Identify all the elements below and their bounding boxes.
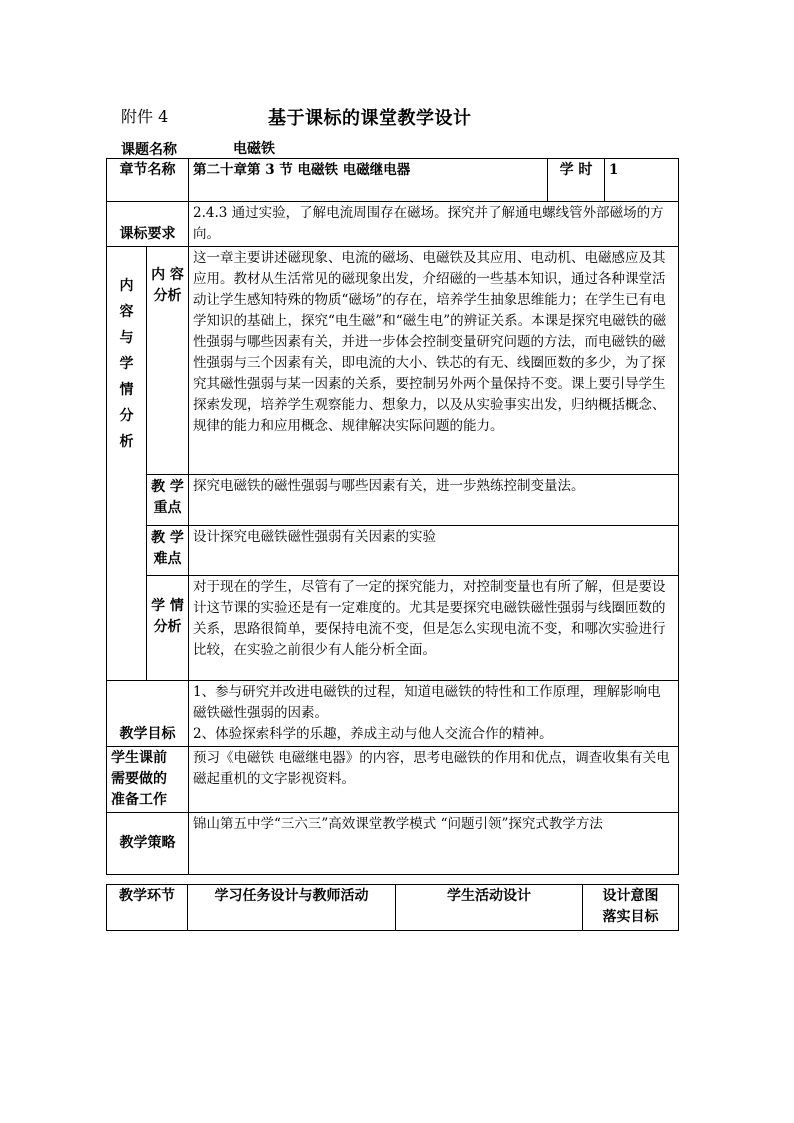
- document-title: 基于课标的课堂教学设计: [268, 108, 472, 129]
- hours-label: 学 时: [548, 159, 605, 202]
- lesson-design-table: [106, 158, 679, 875]
- header-student-activity: 学生活动设计: [396, 885, 583, 931]
- topic-line: [121, 138, 371, 159]
- annex-label: 附件 4: [121, 107, 169, 126]
- goal-item: 2、体验探索科学的乐趣，养成主动与他人交流合作的精神。: [193, 726, 553, 742]
- analysis-label-char: 容: [119, 304, 134, 320]
- topic-label: 课题名称: [121, 142, 177, 158]
- analysis-label-char: 与: [119, 330, 134, 346]
- goal-item: 1、参与研究并改进电磁铁的过程，知道电磁铁的特性和工作原理，理解影响电磁铁磁性强弱的因素。: [193, 684, 661, 721]
- strategy-value: 锦山第五中学“三六三”高效课堂教学模式 “问题引领”探究式教学方法: [189, 813, 679, 875]
- prep-value: 预习《电磁铁 电磁继电器》的内容，思考电磁铁的作用和优点，调查收集有关电磁起重机的文字影视资料。: [189, 747, 679, 813]
- key-point-value: 探究电磁铁的磁性强弱与哪些因素有关，进一步熟练控制变量法。: [189, 475, 679, 526]
- student-analysis-value: 对于现在的学生，尽管有了一定的探究能力，对控制变量也有所了解，但是要设计这节课的实验还是有一定难度的。尤其是要探究电磁铁磁性强弱与线圈匝数的关系，思路很简单，要保持电流不变，但是怎么实现电流不变，和哪次实验进行比较，在实验之前很少有人能分析全面。: [189, 576, 679, 681]
- key-point-label: 教 学 重点: [147, 475, 189, 526]
- difficulty-label: 教 学 难点: [147, 526, 189, 576]
- standard-label: 课标要求: [107, 202, 189, 247]
- chapter-value: 第二十章第 3 节 电磁铁 电磁继电器: [189, 159, 548, 202]
- hours-value: 1: [605, 159, 679, 202]
- content-analysis-label: 内 容 分析: [147, 247, 189, 475]
- analysis-label-char: 分: [119, 408, 134, 424]
- content-analysis-value: 这一章主要讲述磁现象、电流的磁场、电磁铁及其应用、电动机、电磁感应及其应用。教材从生活常见的磁现象出发，介绍磁的一些基本知识，通过各种课堂活动让学生感知特殊的物质“磁场”的存在，培养学生抽象思维能力；在学生已有电学知识的基础上，探究“电生磁”和“磁生电”的辨证关系。本课是探究电磁铁的磁性强弱与哪些因素有关，并进一步体会控制变量研究问题的方法，而电磁铁的磁性强弱与三个因素有关，即电流的大小、铁芯的有无、线圈匝数的多少，为了探究其磁性强弱与某一因素的关系，要控制另外两个量保持不变。课上要引导学生探索发现，培养学生观察能力、想象力，以及从实验事实出发，归纳概括概念、规律的能力和应用概念、规律解决实际问题的能力。: [189, 247, 679, 475]
- strategy-label: 教学策略: [107, 813, 189, 875]
- header-teaching-stage: 教学环节: [107, 885, 188, 931]
- analysis-label: [107, 247, 147, 681]
- analysis-label-char: 情: [119, 382, 134, 398]
- header-design-intent: 设计意图 落实目标: [583, 885, 679, 931]
- goals-value: [189, 681, 679, 747]
- standard-value: 2.4.3 通过实验，了解电流周围存在磁场。探究并了解通电螺线管外部磁场的方向。: [189, 202, 679, 247]
- difficulty-value: 设计探究电磁铁磁性强弱有关因素的实验: [189, 526, 679, 576]
- goals-label: 教学目标: [107, 681, 189, 747]
- teaching-process-table: [106, 884, 679, 931]
- analysis-label-char: 学: [119, 356, 134, 372]
- chapter-label: 章节名称: [107, 159, 189, 202]
- topic-value: 电磁铁: [233, 138, 371, 159]
- student-analysis-label: 学 情 分析: [147, 576, 189, 681]
- header: [121, 104, 168, 127]
- topic-blank: [177, 144, 233, 159]
- header-task-design: 学习任务设计与教师活动: [188, 885, 396, 931]
- analysis-label-char: 析: [119, 434, 134, 450]
- analysis-label-char: 内: [119, 278, 134, 294]
- prep-label: 学生课前 需要做的 准备工作: [107, 747, 189, 813]
